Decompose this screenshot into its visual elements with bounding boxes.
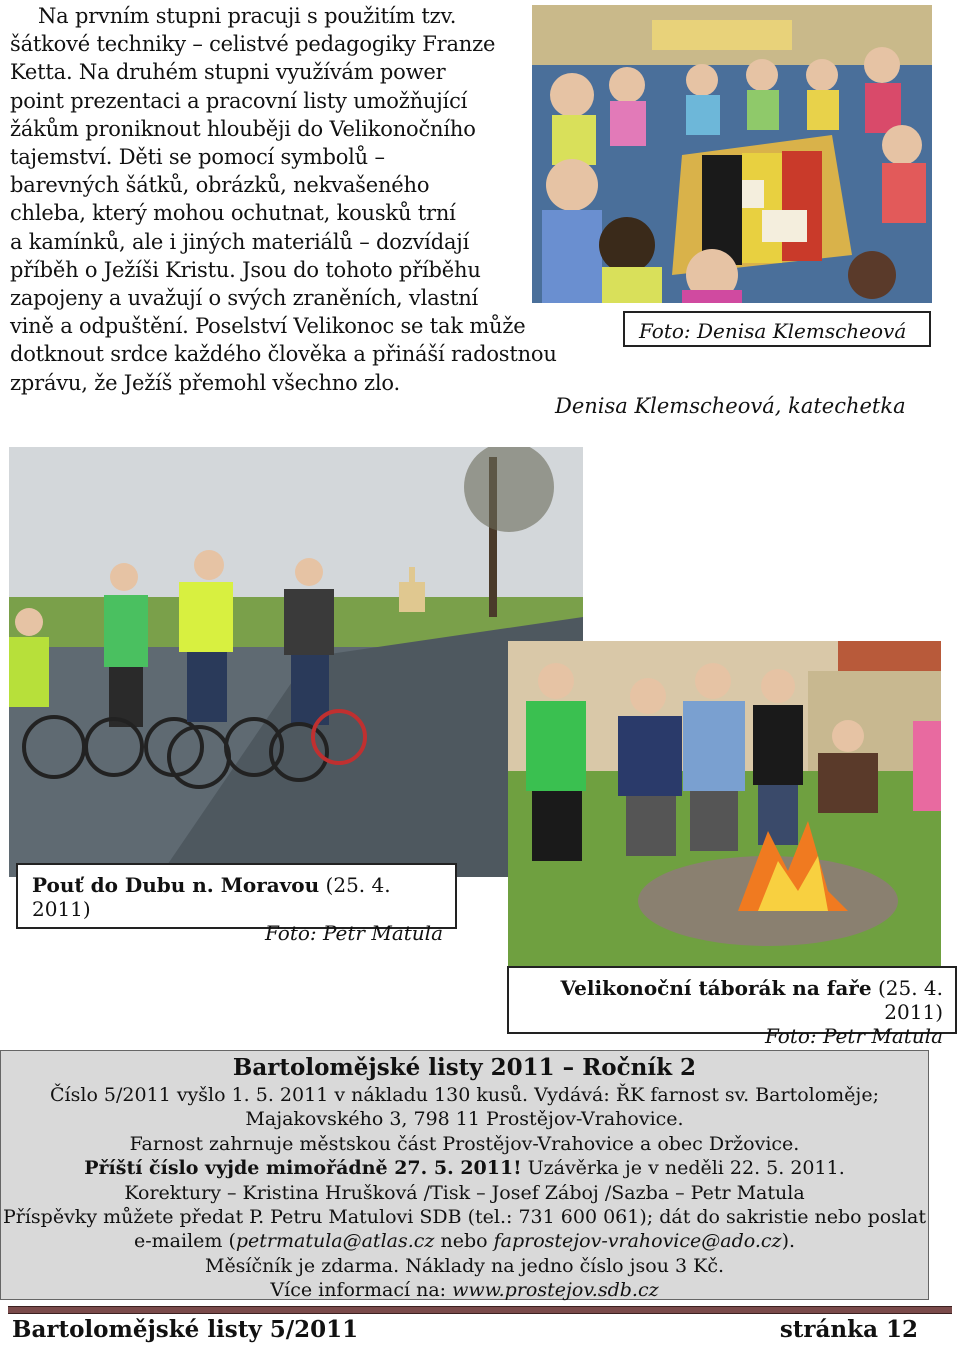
impressum-heading: Bartolomějské listy 2011 – Ročník 2: [232, 1054, 697, 1081]
pilgrimage-caption: [16, 863, 457, 945]
email-prefix: e-mailem (: [133, 1230, 236, 1253]
article-line: dotknout srdce každého člověka a přináší radostnou: [10, 342, 557, 367]
deadline-text: Uzávěrka je v neděli 22. 5. 2011.: [521, 1157, 845, 1180]
impressum-line: Korektury – Kristina Hrušková /Tisk – Josef Záboj /Sazba – Petr Matula: [124, 1181, 805, 1204]
article-text: [10, 2, 606, 397]
classroom-photo-caption: [623, 311, 931, 347]
article-line: barevných šátků, obrázků, nekvašeného: [10, 173, 430, 198]
website-link[interactable]: www.prostejov.sdb.cz: [452, 1279, 659, 1302]
campfire-date: (25. 4. 2011): [877, 976, 943, 1024]
article-line: zapojeny a uvažují o svých zraněních, vlastní: [10, 286, 479, 311]
article-line: příběh o Ježíši Kristu. Jsou do tohoto příběhu: [10, 257, 481, 282]
pilgrimage-date: (25. 4. 2011): [32, 873, 391, 921]
photo-credit: Foto: Petr Matula: [265, 921, 443, 945]
impressum-line: Měsíčník je zdarma. Náklady na jedno číslo jsou 3 Kč.: [204, 1254, 725, 1277]
photo-credit: Foto: Denisa Klemscheová: [639, 319, 907, 343]
impressum-email-line: [1, 1229, 928, 1253]
email-suffix: ).: [781, 1230, 796, 1253]
pilgrimage-title: Pouť do Dubu n. Moravou: [32, 873, 320, 897]
author-signature: Denisa Klemscheová, katechetka: [555, 394, 906, 418]
article-line: žákům proniknout hlouběji do Velikonočního: [10, 116, 476, 141]
email-link-2[interactable]: faprostejov-vrahovice@ado.cz: [493, 1230, 782, 1253]
article-line: zprávu, že Ježíš přemohl všechno zlo.: [10, 370, 400, 395]
article-line: vině a odpuštění. Poselství Velikonoc se tak může: [10, 314, 526, 339]
campfire-caption: [507, 966, 957, 1048]
article-line: chleba, který mohou ochutnat, kousků trní: [10, 201, 456, 226]
campfire-title: Velikonoční táborák na faře: [560, 976, 872, 1000]
email-separator: nebo: [434, 1230, 494, 1253]
article-line: šátkové techniky – celistvé pedagogiky Franze: [10, 32, 496, 57]
impressum-line: Číslo 5/2011 vyšlo 1. 5. 2011 v nákladu 130 kusů. Vydává: ŘK farnost sv. Bartoloměje;: [50, 1084, 879, 1106]
footer-rule: [8, 1306, 952, 1314]
email-link-1[interactable]: petrmatula@atlas.cz: [235, 1230, 435, 1253]
web-prefix: Více informací na:: [270, 1279, 453, 1302]
article-line: Ketta. Na druhém stupni využívám power: [10, 60, 446, 85]
article-line: a kamínků, ale i jiných materiálů – dozvídají: [10, 229, 470, 254]
impressum-next-issue: [1, 1156, 928, 1180]
footer-page-number: stránka 12: [779, 1316, 918, 1343]
impressum-box: [0, 1050, 929, 1300]
article-line: point prezentaci a pracovní listy umožňující: [10, 88, 468, 113]
impressum-line: Příspěvky můžete předat P. Petru Matulovi SDB (tel.: 731 600 061); dát do sakristie nebo poslat: [2, 1206, 927, 1229]
footer-title: Bartolomějské listy 5/2011: [12, 1316, 359, 1343]
article-line: tajemství. Děti se pomocí symbolů –: [10, 145, 385, 170]
classroom-photo: [532, 5, 932, 303]
next-issue-date: Příští číslo vyjde mimořádně 27. 5. 2011!: [84, 1157, 522, 1180]
pilgrimage-photo: [9, 447, 583, 877]
impressum-line: Majakovského 3, 798 11 Prostějov-Vrahovice.: [245, 1108, 684, 1131]
impressum-web-line: [1, 1278, 928, 1302]
campfire-photo: [508, 641, 941, 966]
impressum-line: Farnost zahrnuje městskou část Prostějov-Vrahovice a obec Držovice.: [129, 1132, 800, 1155]
article-line: Na prvním stupni pracuji s použitím tzv.: [38, 4, 457, 28]
photo-credit: Foto: Petr Matula: [765, 1024, 943, 1048]
